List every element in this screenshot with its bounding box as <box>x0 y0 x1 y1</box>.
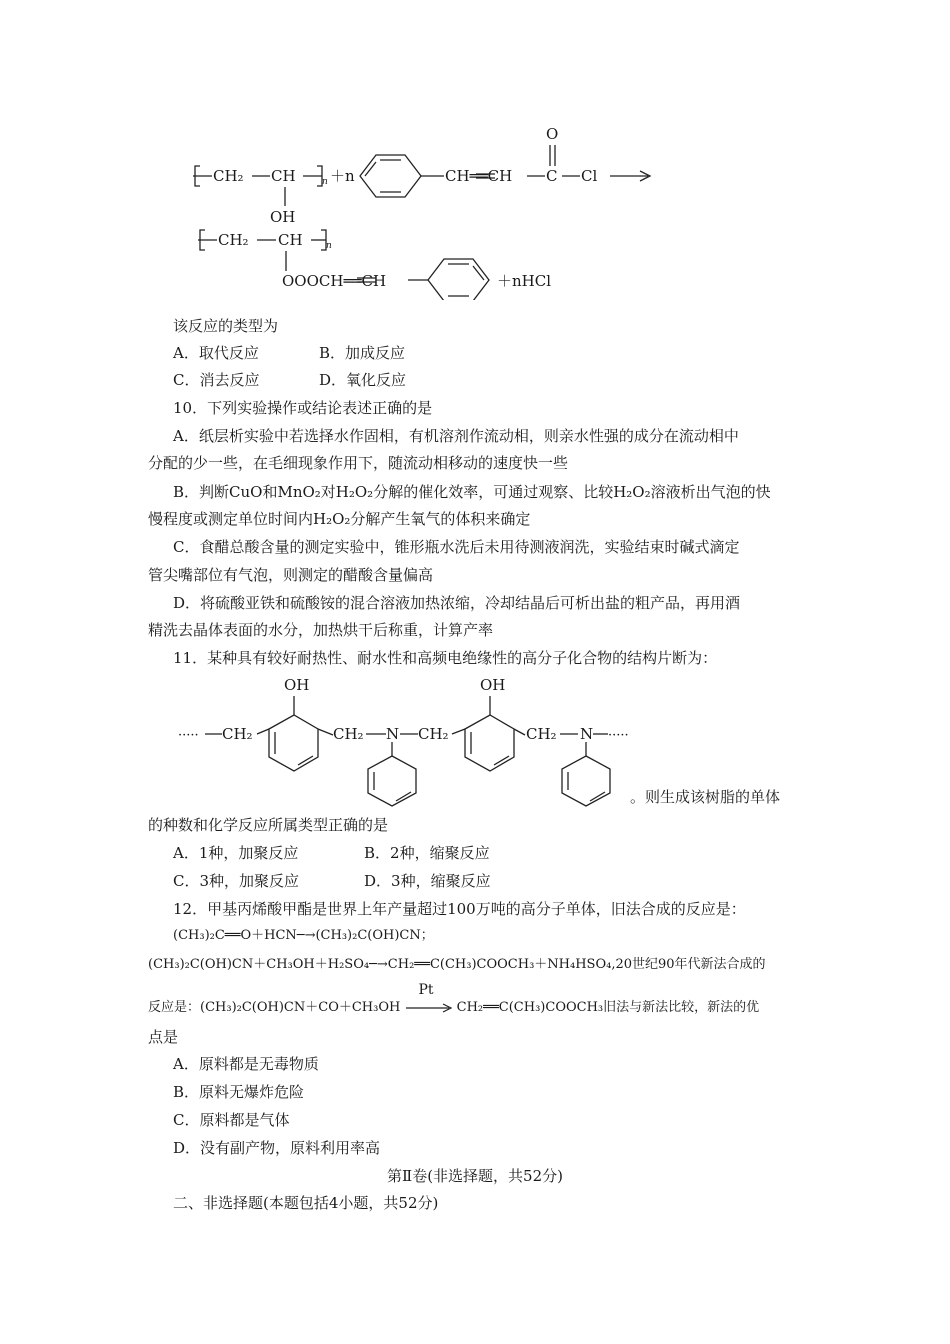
q11-options-row1 <box>173 843 490 863</box>
q10-option-b-cont: 慢程度或测定单位时间内H₂O₂分解产生氧气的体积来确定 <box>148 510 531 528</box>
q11-option-c[interactable]: C．3种，加聚反应 <box>173 872 300 890</box>
resin-structure <box>0 670 950 810</box>
resin-ch2-1: CH₂ <box>222 725 253 743</box>
carbonyl-carbon: C <box>546 167 558 185</box>
q12-cont: 点是 <box>148 1028 179 1046</box>
q12-catalyst-label: Pt <box>418 981 434 998</box>
reaction-arrow-icon <box>405 1002 453 1014</box>
q9-options-row1 <box>173 343 405 363</box>
q10-option-b[interactable]: B．判断CuO和MnO₂对H₂O₂分解的催化效率，可通过观察、比较H₂O₂溶液析出气泡的快 <box>173 483 771 501</box>
q9-option-a[interactable]: A．取代反应 <box>173 344 259 362</box>
plus-n: ＋n <box>330 167 355 185</box>
q12-option-b[interactable]: B．原料无爆炸危险 <box>173 1083 305 1101</box>
q9-stem: 该反应的类型为 <box>173 317 279 335</box>
resin-oh-2: OH <box>480 676 506 694</box>
carbonyl-oxygen: O <box>546 125 559 143</box>
q11-stem: 11．某种具有较好耐热性、耐水性和高频电绝缘性的高分子化合物的结构片断为： <box>173 649 718 667</box>
q11-option-a[interactable]: A．1种，加聚反应 <box>173 844 299 862</box>
q12-equation-3-left: 反应是：(CH₃)₂C(OH)CN＋CO＋CH₃OH <box>148 1000 401 1015</box>
q12-equation-3 <box>148 981 760 1018</box>
q10-option-a-cont: 分配的少一些，在毛细现象作用下，随流动相移动的速度快一些 <box>148 454 569 472</box>
q12-option-c[interactable]: C．原料都是气体 <box>173 1111 290 1129</box>
q11-option-d[interactable]: D．3种，缩聚反应 <box>364 872 491 890</box>
q11-option-b[interactable]: B．2种，缩聚反应 <box>364 844 490 862</box>
product-ch: CH <box>278 231 303 249</box>
q12-equation-2: (CH₃)₂C(OH)CN＋CH₃OH＋H₂SO₄─→CH₂══C(CH₃)COOCH₃＋NH₄HSO₄,20世纪90年代新法合成的 <box>148 957 766 972</box>
q10-option-d-cont: 精洗去晶体表面的水分，加热烘干后称重，计算产率 <box>148 621 494 639</box>
reaction-scheme <box>0 0 950 300</box>
resin-left-dots: ····· <box>178 728 199 743</box>
q12-equation-3-right: CH₂══C(CH₃)COOCH₃旧法与新法比较，新法的优 <box>456 1000 760 1015</box>
q12-catalyst-arrow <box>405 981 453 1014</box>
resin-ch2-4: CH₂ <box>526 725 557 743</box>
reactant-ch: CH <box>271 167 296 185</box>
part2-title: 第Ⅱ卷(非选择题，共52分) <box>387 1167 563 1185</box>
vinyl-ch: CH══CH <box>445 167 513 185</box>
chlorine: Cl <box>581 167 598 185</box>
q12-equation-1: (CH₃)₂C══O＋HCN─→(CH₃)₂C(OH)CN； <box>173 928 434 943</box>
q10-option-a[interactable]: A．纸层析实验中若选择水作固相，有机溶剂作流动相，则亲水性强的成分在流动相中 <box>173 427 739 445</box>
resin-n-1: N <box>386 725 400 743</box>
q9-option-c[interactable]: C．消去反应 <box>173 371 260 389</box>
q9-option-d[interactable]: D．氧化反应 <box>319 371 407 389</box>
q12-option-a[interactable]: A．原料都是无毒物质 <box>173 1055 319 1073</box>
resin-ch2-3: CH₂ <box>418 725 449 743</box>
ester-chain: OOOCH══CH <box>282 272 387 290</box>
resin-ch2-2: CH₂ <box>333 725 364 743</box>
reactant-ch2: CH₂ <box>213 167 244 185</box>
q10-option-d[interactable]: D．将硫酸亚铁和硫酸铵的混合溶液加热浓缩，冷却结晶后可析出盐的粗产品，再用酒 <box>173 594 741 612</box>
q10-option-c[interactable]: C．食醋总酸含量的测定实验中，锥形瓶水洗后未用待测液润洗，实验结束时碱式滴定 <box>173 538 740 556</box>
part2-section: 二、非选择题(本题包括4小题，共52分) <box>173 1194 439 1212</box>
plus-nhcl: ＋nHCl <box>497 272 552 290</box>
hydroxyl: OH <box>270 208 296 226</box>
product-ch2: CH₂ <box>218 231 249 249</box>
q11-tail: 。则生成该树脂的单体 <box>630 788 781 806</box>
q10-option-c-cont: 管尖嘴部位有气泡，则测定的醋酸含量偏高 <box>148 566 434 584</box>
q9-options-row2 <box>173 370 406 390</box>
product-n-subscript: n <box>326 241 332 251</box>
reactant-n-subscript: n <box>322 177 328 187</box>
q11-options-row2 <box>173 871 491 891</box>
q11-cont: 的种数和化学反应所属类型正确的是 <box>148 816 389 834</box>
resin-n-2: N <box>580 725 594 743</box>
resin-oh-1: OH <box>284 676 310 694</box>
q12-option-d[interactable]: D．没有副产物，原料利用率高 <box>173 1139 381 1157</box>
resin-right-dots: ····· <box>608 728 629 743</box>
q12-stem: 12．甲基丙烯酸甲酯是世界上年产量超过100万吨的高分子单体，旧法合成的反应是： <box>173 900 746 918</box>
q10-stem: 10．下列实验操作或结论表述正确的是 <box>173 399 433 417</box>
q9-option-b[interactable]: B．加成反应 <box>319 344 406 362</box>
